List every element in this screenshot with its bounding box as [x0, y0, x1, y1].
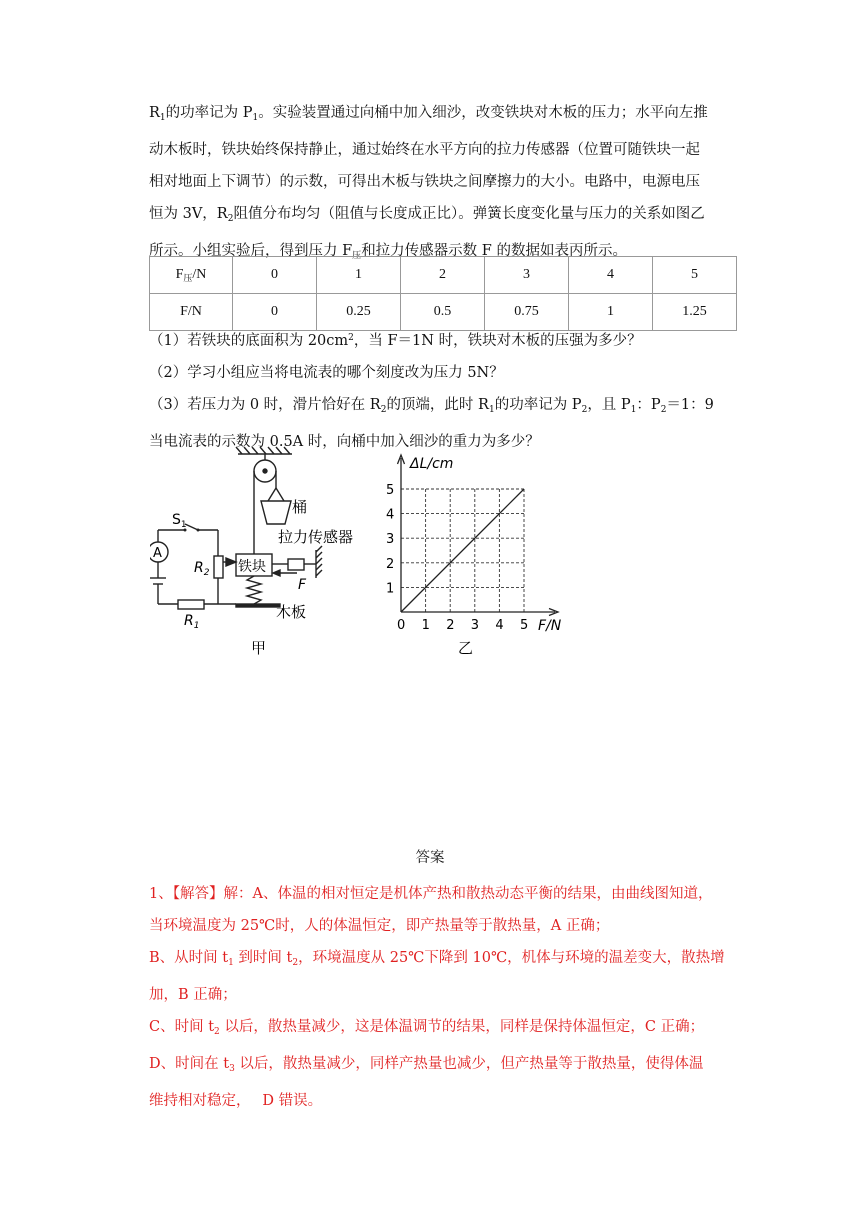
x-tick-label: 2: [446, 618, 455, 633]
y-axis-label: ΔL/cm: [410, 456, 454, 472]
series-line: [401, 489, 524, 612]
table-row: [150, 257, 737, 294]
y-tick-label: 5: [386, 483, 395, 498]
answer-line: 1、【解答】解：A、体温的相对恒定是机体产热和散热动态平衡的结果，由曲线图知道，: [149, 886, 713, 902]
question-2: （2）学习小组应当将电流表的哪个刻度改为压力 5N？: [149, 365, 504, 381]
figure-jia-caption: 甲: [251, 639, 267, 657]
sensor-label: 拉力传感器: [278, 528, 354, 546]
questions: [149, 322, 749, 458]
answer-line: 维持相对稳定， D 错误。: [149, 1093, 323, 1109]
y-tick-label: 4: [386, 507, 395, 523]
figure-yi-chart: [380, 446, 580, 658]
r2-label: $R_2$: [194, 560, 210, 578]
intro-line-5: 所示。小组实验后，得到压力 $F_压$和拉力传感器示数 F 的数据如表丙所示。: [149, 243, 627, 261]
intro-line-4: 恒为 3V，$R_2$阻值分布均匀（阻值与长度成正比）。弹簧长度变化量与压力的关系如图乙: [149, 206, 705, 224]
x-tick-label: 4: [495, 618, 504, 633]
intro-line-3: 相对地面上下调节）的示数，可得出木板与铁块之间摩擦力的大小。电路中，电源电压: [149, 174, 700, 190]
table-cell: 1.25: [653, 294, 737, 331]
board-label: 木板: [276, 603, 307, 621]
bucket-label: 桶: [292, 498, 308, 516]
table-cell: 0.75: [485, 294, 569, 331]
answer-body: [149, 878, 739, 1117]
x-tick-label: 3: [470, 618, 480, 633]
x-axis-label: F/N: [538, 618, 562, 634]
answer-line: D、时间在 $t_3$ 以后，散热量减少，同样产热量也减少，但产热量等于散热量，使得体温: [149, 1056, 704, 1074]
intro-line-1: $R_1$的功率记为 $P_1$。实验装置通过向桶中加入细沙，改变铁块对木板的压力；水平向左推: [149, 105, 708, 123]
block-label: 铁块: [238, 559, 266, 575]
y-tick-label: 2: [386, 556, 395, 572]
intro-line-2: 动木板时，铁块始终保持静止，通过始终在水平方向的拉力传感器（位置可随铁块一起: [149, 142, 700, 158]
x-tick-label: 1: [421, 618, 430, 633]
question-3: （3）若压力为 0 时，滑片恰好在 $R_2$的顶端，此时 $R_1$的功率记为 $P_2$，且 $P_1$：$P_2=1$：9: [149, 397, 714, 415]
ammeter-label: A: [153, 546, 162, 561]
y-tick-label: 1: [386, 581, 395, 597]
answer-line: B、从时间 $t_1$ 到时间 $t_2$，环境温度从 25℃下降到 10℃，机体与环境的温差变大，散热增: [149, 950, 725, 968]
table-cell: 4: [569, 257, 653, 294]
table-cell: 0: [233, 294, 317, 331]
x-tick-label: 0: [397, 618, 406, 633]
r1-label: $R_1$: [184, 613, 200, 631]
question-3-line-2: 当电流表的示数为 0.5A 时，向桶中加入细沙的重力为多少？: [149, 434, 540, 450]
x-tick-label: 5: [520, 618, 529, 633]
answer-line: C、时间 $t_2$ 以后，散热量减少，这是体温调节的结果，同样是保持体温恒定，C 正确；: [149, 1019, 705, 1037]
switch-label: $S_1$: [172, 512, 187, 530]
table-cell: 0: [233, 257, 317, 294]
force-label: F: [298, 577, 307, 593]
answer-title: 答案: [415, 850, 445, 866]
table-cell: 0.25: [317, 294, 401, 331]
figure-jia-diagram: [150, 446, 365, 658]
question-1: （1）若铁块的底面积为 $20cm^2$，当 F＝1N 时，铁块对木板的压强为多少？: [149, 333, 642, 349]
table-cell: 3: [485, 257, 569, 294]
table-header-cell: $F_压/N$: [150, 257, 233, 294]
table-cell: 1: [569, 294, 653, 331]
table-cell: 0.5: [401, 294, 485, 331]
table-cell: 1: [317, 257, 401, 294]
y-tick-label: 3: [386, 532, 395, 548]
table-header-cell: F/N: [150, 294, 233, 331]
answer-line: 当环境温度为 25℃时，人的体温恒定，即产热量等于散热量，A 正确；: [149, 918, 610, 934]
table-cell: 2: [401, 257, 485, 294]
table-cell: 5: [653, 257, 737, 294]
intro-paragraph: [149, 97, 739, 272]
data-table: [149, 256, 737, 331]
answer-line: 加，B 正确；: [149, 987, 237, 1003]
figure-yi-caption: 乙: [458, 639, 474, 657]
